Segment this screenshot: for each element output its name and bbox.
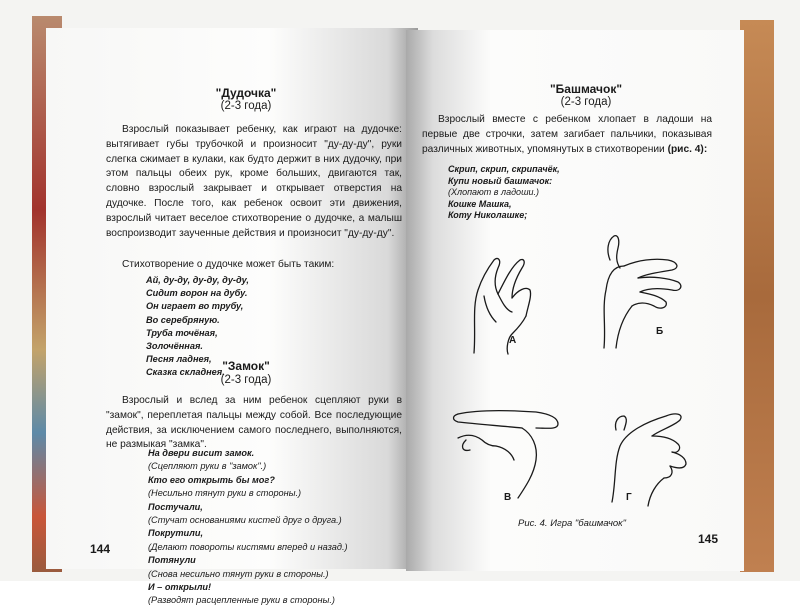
poem-line: Ай, ду-ду, ду-ду, ду-ду, <box>146 275 249 285</box>
hand-figure-g <box>606 402 716 512</box>
title-dudochka: "Дудочка" <box>215 86 277 100</box>
age-bashmachok: (2-3 года) <box>560 96 612 108</box>
poem-line: Сказка складнея. <box>146 367 225 378</box>
dialog-line: Кто его открыть бы мог? <box>148 474 275 485</box>
right-page <box>406 30 744 571</box>
poem-line: Купи новый башмачок: <box>448 175 553 186</box>
poem-bashmachok <box>448 164 560 222</box>
figure-reference: (рис. 4): <box>667 143 708 155</box>
left-page <box>46 28 418 606</box>
title-zamok: "Замок" <box>222 359 270 373</box>
dialog-zamok <box>148 447 348 608</box>
figure-label-g: Г <box>626 492 632 503</box>
figure-label-v: В <box>504 492 512 503</box>
dialog-line: (Сцепляют руки в "замок".) <box>148 461 267 472</box>
paragraph-dudochka: Взрослый показывает ребенку, как играют на дудочке: вытягивает губы трубочкой и произносит "ду-ду-ду", руки слегка сжимает в кулаки, как будто держит в них дудочку, при этом пальцы обеих рук, кроме больших, двигаются так, словно взрослый закрывает и открывает отверстия на дудочке. После того, как ребенок освоит эти движения, взрослый читает веселое стихотворение о дудочке, а малыш воспроизводит заученные действия и произносит "ду-ду-ду". <box>106 124 402 239</box>
hand-figure-b <box>594 230 704 350</box>
dialog-line: (Разводят расцепленные руки в стороны.) <box>148 595 335 606</box>
figure-label-a: А <box>509 335 517 346</box>
dialog-line: (Стучат основаниями кистей друг о друга.) <box>148 515 342 526</box>
figure-caption: Рис. 4. Игра "башмачок" <box>518 518 627 529</box>
poem-line: Скрип, скрип, скрипачёк, <box>448 164 560 174</box>
dialog-line: Покрутили, <box>148 528 204 539</box>
paragraph-text: Взрослый вместе с ребенком хлопает в ладоши на первые две строчки, затем загибает пальчики, показывая различных животных, упомянутых в стихотворении <box>422 114 712 155</box>
book-cover-right-edge <box>740 20 774 572</box>
dialog-line: (Делают повороты кистями вперед и назад.) <box>148 541 348 552</box>
poem-line: Он играет во трубу, <box>146 301 244 312</box>
poem-line: (Хлопают в ладоши.) <box>448 187 540 197</box>
dialog-line: Потянули <box>148 555 196 566</box>
paragraph-bashmachok <box>422 113 712 157</box>
figure-label-b: Б <box>656 326 664 337</box>
poem-line: Песня ладнея, <box>146 354 212 365</box>
poem-intro: Стихотворение о дудочке может быть таким: <box>122 259 335 270</box>
paragraph-zamok: Взрослый и вслед за ним ребенок сцепляют руки в "замок", переплетая пальцы между собой. Все последующие действия, за исключением самого последнего, выполняются, не размыкая "замка". <box>106 395 402 451</box>
dialog-line: Постучали, <box>148 501 203 512</box>
page-number-right: 145 <box>698 532 719 546</box>
dialog-line: И – открыли! <box>148 582 212 593</box>
age-zamok: (2-3 года) <box>220 374 272 386</box>
dialog-line: (Снова несильно тянут руки в стороны.) <box>148 568 329 579</box>
dialog-line: (Несильно тянут руки в стороны.) <box>148 488 302 499</box>
poem-line: Коту Николашке; <box>448 210 528 220</box>
age-dudochka: (2-3 года) <box>220 100 272 112</box>
poem-line: Во серебряную. <box>146 314 220 325</box>
page-number-left: 144 <box>90 542 111 556</box>
dialog-line: На двери висит замок. <box>148 448 255 458</box>
poem-line: Кошке Машка, <box>448 198 512 209</box>
poem-line: Труба точёная, <box>146 327 218 338</box>
poem-line: Сидит ворон на дубу. <box>146 288 248 299</box>
poem-line: Золочённая. <box>146 341 203 352</box>
title-bashmachok: "Башмачок" <box>549 82 623 96</box>
